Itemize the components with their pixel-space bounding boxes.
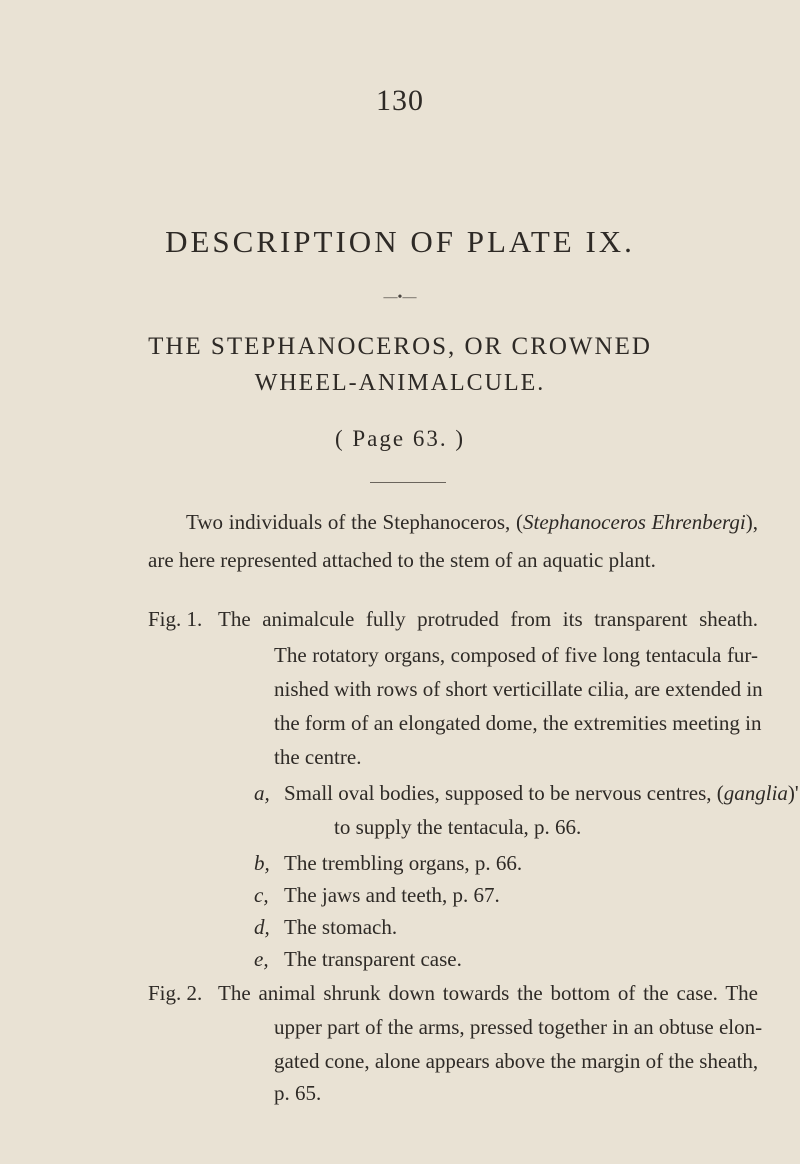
fig1-item-b: The trembling organs, p. 66. bbox=[284, 851, 523, 875]
fig1-item-c-letter bbox=[254, 883, 269, 907]
item-letter: c, bbox=[254, 883, 269, 907]
item-letter: a, bbox=[254, 781, 270, 805]
intro-line-2: are here represented attached to the stem of an aquatic plant. bbox=[148, 548, 656, 572]
fig1-item-b-letter bbox=[254, 851, 270, 875]
fig1-line-4: the form of an elongated dome, the extremities meeting in bbox=[274, 711, 762, 735]
fig1-item-a-letter bbox=[254, 781, 270, 805]
fig1-item-e: The transparent case. bbox=[284, 947, 462, 971]
fig2-line-2: upper part of the arms, pressed together in an obtuse elon- bbox=[274, 1015, 763, 1039]
page-reference: ( Page 63. ) bbox=[334, 426, 466, 451]
fig2-label: Fig. 2. bbox=[148, 981, 203, 1005]
fig1-line-5: the centre. bbox=[274, 745, 362, 769]
intro-line-1 bbox=[186, 510, 758, 534]
fig1-label: Fig. 1. bbox=[148, 607, 203, 631]
fig1-item-e-letter bbox=[254, 947, 269, 971]
fig1-item-a bbox=[284, 781, 799, 805]
page-number: 130 bbox=[376, 84, 424, 117]
subtitle-line-2: WHEEL-ANIMALCULE. bbox=[254, 370, 546, 396]
fig1-line-3: nished with rows of short verticillate cilia, are extended in bbox=[274, 677, 763, 701]
title-ornament: —•— bbox=[383, 290, 417, 305]
fig1-line-2: The rotatory organs, composed of five long tentacula fur- bbox=[274, 643, 758, 667]
fig1-item-d: The stomach. bbox=[284, 915, 398, 939]
species-name: Stephanoceros Ehrenbergi bbox=[523, 510, 746, 534]
subtitle-line-1: THE STEPHANOCEROS, OR CROWNED bbox=[148, 333, 652, 360]
intro-text-end: ), bbox=[745, 510, 758, 534]
fig2-line-4: p. 65. bbox=[274, 1081, 322, 1105]
fig2-line-1: The animal shrunk down towards the bottom of the case. The bbox=[218, 981, 758, 1005]
fig1-item-d-letter bbox=[254, 915, 270, 939]
fig1-item-a-cont: to supply the tentacula, p. 66. bbox=[334, 815, 582, 839]
fig1-line-1: The animalcule fully protruded from its transparent sheath. bbox=[218, 607, 758, 631]
divider-rule bbox=[370, 482, 446, 483]
item-letter: e, bbox=[254, 947, 269, 971]
item-text: Small oval bodies, supposed to be nervous centres, ( bbox=[284, 781, 724, 805]
item-letter: d, bbox=[254, 915, 270, 939]
item-text-end: )' bbox=[787, 781, 799, 805]
item-italic: ganglia bbox=[723, 781, 788, 805]
fig2-line-3: gated cone, alone appears above the margin of the sheath, bbox=[274, 1049, 759, 1073]
fig1-item-c: The jaws and teeth, p. 67. bbox=[284, 883, 500, 907]
plate-title: DESCRIPTION OF PLATE IX. bbox=[165, 224, 635, 259]
intro-text: Two individuals of the Stephanoceros, ( bbox=[186, 510, 524, 534]
item-letter: b, bbox=[254, 851, 270, 875]
